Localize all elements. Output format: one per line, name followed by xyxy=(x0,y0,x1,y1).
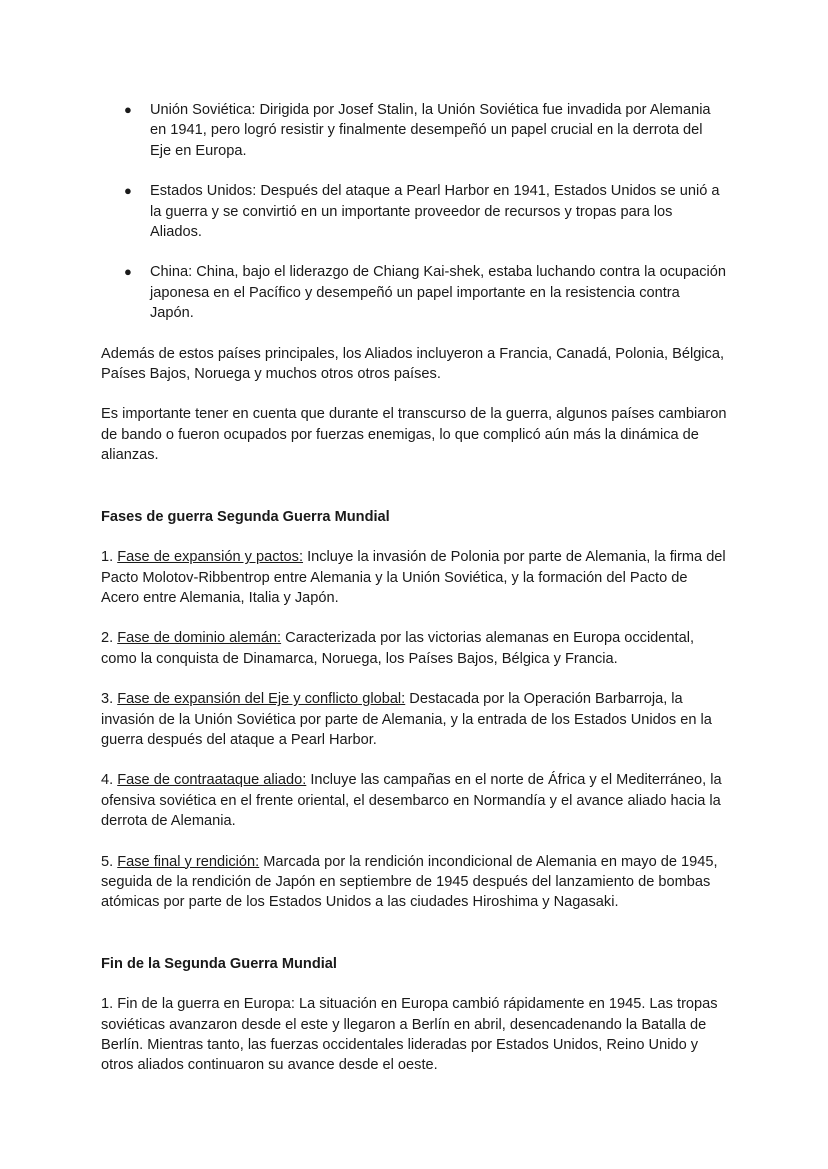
list-item-text: Estados Unidos: Después del ataque a Pearl Harbor en 1941, Estados Unidos se unió a la guerra y se convirtió en un importante proveedor de recursos y tropas para los Aliados. xyxy=(150,183,720,241)
phase-item xyxy=(101,689,727,750)
body-paragraph: Además de estos países principales, los Aliados incluyeron a Francia, Canadá, Polonia, Bélgica, Países Bajos, Noruega y muchos otros otros países. xyxy=(101,345,725,383)
list-item xyxy=(101,100,727,161)
phase-number: 3. xyxy=(101,691,118,708)
allies-bullet-list xyxy=(101,100,727,324)
phase-item xyxy=(101,852,727,913)
section-heading-phases: Fases de guerra Segunda Guerra Mundial xyxy=(101,508,390,525)
phase-title: Fase de dominio alemán: xyxy=(117,630,282,647)
list-item-text: Unión Soviética: Dirigida por Josef Stalin, la Unión Soviética fue invadida por Alemania en 1941, pero logró resistir y finalmente desempeñó un papel crucial en la derrota del Eje en Europa. xyxy=(150,102,711,159)
phase-text: Marcada por la rendición incondicional de Alemania en mayo de 1945, seguida de la rendición de Japón en septiembre de 1945 después del lanzamiento de bombas atómicas por parte de los Estados Unidos a las ciudades Hiroshima y Nagasaki. xyxy=(101,853,718,911)
phase-number: 5. xyxy=(101,853,118,870)
phase-title: Fase final y rendición: xyxy=(117,853,260,870)
phase-number: 1. xyxy=(101,549,118,566)
bullet-icon: ● xyxy=(124,264,132,280)
bullet-icon: ● xyxy=(124,102,132,117)
end-item: 1. Fin de la guerra en Europa: La situación en Europa cambió rápidamente en 1945. Las tropas soviéticas avanzaron desde el este y llegaron a Berlín en abril, desencadenando la Batalla de Berlín. Mientras tanto, las fuerzas occidentales lideradas por Estados Unidos, Reino Unido y otros aliados continuaron su avance desde el oeste. xyxy=(101,996,718,1074)
phase-number: 2. xyxy=(101,630,118,647)
phase-text: Destacada por la Operación Barbarroja, la invasión de la Unión Soviética por parte de Alemania, y la entrada de los Estados Unidos en la guerra después del ataque a Pearl Harbor. xyxy=(101,691,712,748)
phase-item xyxy=(101,628,727,669)
section-heading-end-of-war: Fin de la Segunda Guerra Mundial xyxy=(101,955,337,972)
phase-item xyxy=(101,547,727,608)
phase-title: Fase de contraataque aliado: xyxy=(117,772,307,789)
phase-text: Caracterizada por las victorias alemanas en Europa occidental, como la conquista de Dinamarca, Noruega, los Países Bajos, Bélgica y Francia. xyxy=(101,630,695,667)
phase-text: Incluye la invasión de Polonia por parte de Alemania, la firma del Pacto Molotov-Ribbentrop entre Alemania y la Unión Soviética, y la formación del Pacto de Acero entre Alemania, Italia y Japón. xyxy=(101,549,726,606)
phase-title: Fase de expansión y pactos: xyxy=(117,549,304,566)
list-item xyxy=(101,181,727,242)
phase-text: Incluye las campañas en el norte de África y el Mediterráneo, la ofensiva soviética en el frente oriental, el desembarco en Normandía y el avance aliado hacia la derrota de Alemania. xyxy=(101,772,722,830)
list-item-text: China: China, bajo el liderazgo de Chiang Kai-shek, estaba luchando contra la ocupación japonesa en el Pacífico y desempeñó un papel importante en la resistencia contra Japón. xyxy=(150,264,727,322)
phase-title: Fase de expansión del Eje y conflicto global: xyxy=(117,691,406,708)
phase-number: 4. xyxy=(101,772,118,789)
body-paragraph: Es importante tener en cuenta que durante el transcurso de la guerra, algunos países cambiaron de bando o fueron ocupados por fuerzas enemigas, lo que complicó aún más la dinámica de alianzas. xyxy=(101,406,727,464)
bullet-icon: ● xyxy=(124,183,132,199)
document-page xyxy=(101,100,727,1096)
list-item xyxy=(101,262,727,323)
phase-item xyxy=(101,770,727,831)
